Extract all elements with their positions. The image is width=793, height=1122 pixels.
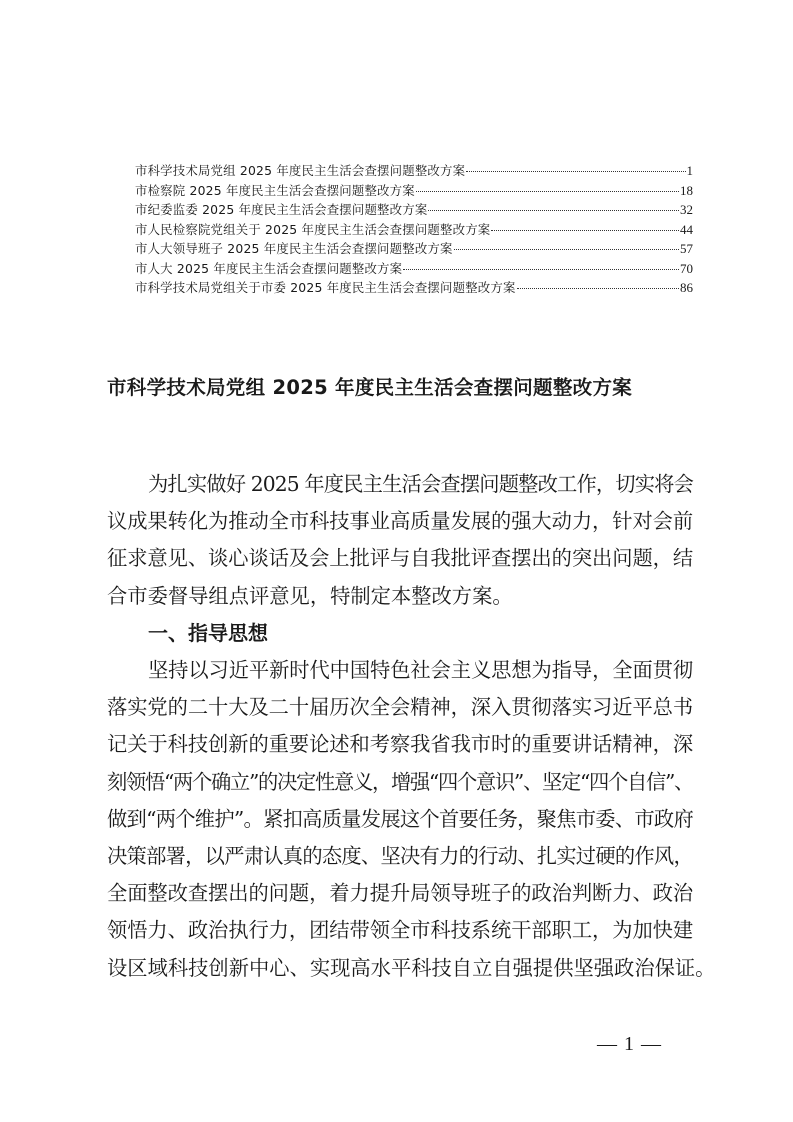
- text-line: 落实党的二十大及二十届历次全会精神，深入贯彻落实习近平总书: [107, 695, 694, 720]
- table-of-contents: [135, 161, 693, 298]
- toc-entry-title: 市纪委监委 2025 年度民主生活会查摆问题整改方案: [135, 202, 428, 217]
- text-line: 决策部署，以严肃认真的态度、坚决有力的行动、扎实过硬的作风，: [107, 844, 693, 869]
- toc-entry[interactable]: [135, 200, 693, 220]
- toc-entry[interactable]: [135, 259, 693, 279]
- toc-leader-dots: [466, 171, 685, 172]
- toc-entry-title: 市人大 2025 年度民主生活会查摆问题整改方案: [135, 260, 403, 276]
- toc-leader-dots: [517, 288, 679, 289]
- toc-entry-page: 18: [680, 182, 693, 198]
- section-heading: 一、指导思想: [148, 620, 268, 645]
- toc-leader-dots: [403, 269, 679, 270]
- toc-entry-title: 市检察院 2025 年度民主生活会查摆问题整改方案: [135, 182, 415, 198]
- text-line: 合市委督导组点评意见，特制定本整改方案。: [107, 583, 513, 608]
- toc-entry-page: 70: [680, 260, 693, 276]
- toc-entry-page: 1: [686, 163, 693, 178]
- toc-leader-dots: [416, 191, 679, 192]
- toc-leader-dots: [454, 249, 679, 250]
- toc-entry[interactable]: [135, 278, 693, 298]
- toc-entry[interactable]: [135, 220, 693, 240]
- page-number: — 1 —: [597, 1033, 662, 1055]
- document-title: 市科学技术局党组 2025 年度民主生活会查摆问题整改方案: [107, 376, 633, 399]
- text-line: 为扎实做好 2025 年度民主生活会查摆问题整改工作，切实将会: [148, 472, 693, 496]
- toc-entry[interactable]: [135, 239, 693, 259]
- toc-entry-title: 市科学技术局党组关于市委 2025 年度民主生活会查摆问题整改方案: [135, 280, 516, 295]
- text-line: 记关于科技创新的重要论述和考察我省我市时的重要讲话精神，深: [107, 732, 694, 757]
- toc-leader-dots: [428, 210, 679, 211]
- toc-entry[interactable]: [135, 161, 693, 181]
- toc-entry-page: 32: [680, 202, 693, 217]
- text-line: 设区域科技创新中心、实现高水平科技自立自强提供坚强政治保证。: [107, 955, 716, 980]
- toc-entry-title: 市科学技术局党组 2025 年度民主生活会查摆问题整改方案: [135, 163, 466, 178]
- text-line: 领悟力、政治执行力，团结带领全市科技系统干部职工，为加快建: [107, 918, 694, 943]
- toc-entry-title: 市人民检察院党组关于 2025 年度民主生活会查摆问题整改方案: [135, 221, 491, 237]
- text-line: 刻领悟“两个确立”的决定性意义，增强“四个意识”、坚定“四个自信”、: [107, 769, 693, 794]
- intro-paragraph: [107, 466, 693, 615]
- toc-leader-dots: [491, 230, 679, 231]
- toc-entry-title: 市人大领导班子 2025 年度民主生活会查摆问题整改方案: [135, 241, 453, 256]
- text-line: 征求意见、谈心谈话及会上批评与自我批评查摆出的突出问题，结: [107, 546, 694, 571]
- toc-entry[interactable]: [135, 181, 693, 201]
- text-line: 坚持以习近平新时代中国特色社会主义思想为指导，全面贯彻: [148, 658, 693, 683]
- text-line: 议成果转化为推动全市科技事业高质量发展的强大动力，针对会前: [107, 509, 694, 534]
- text-line: 全面整改查摆出的问题，着力提升局领导班子的政治判断力、政治: [107, 881, 694, 906]
- toc-entry-page: 57: [680, 241, 693, 256]
- toc-entry-page: 44: [680, 221, 693, 237]
- toc-entry-page: 86: [680, 280, 693, 295]
- section-paragraph: [107, 652, 716, 987]
- document-body: [107, 466, 716, 987]
- text-line: 做到“两个维护”。紧扣高质量发展这个首要任务，聚焦市委、市政府: [107, 806, 693, 831]
